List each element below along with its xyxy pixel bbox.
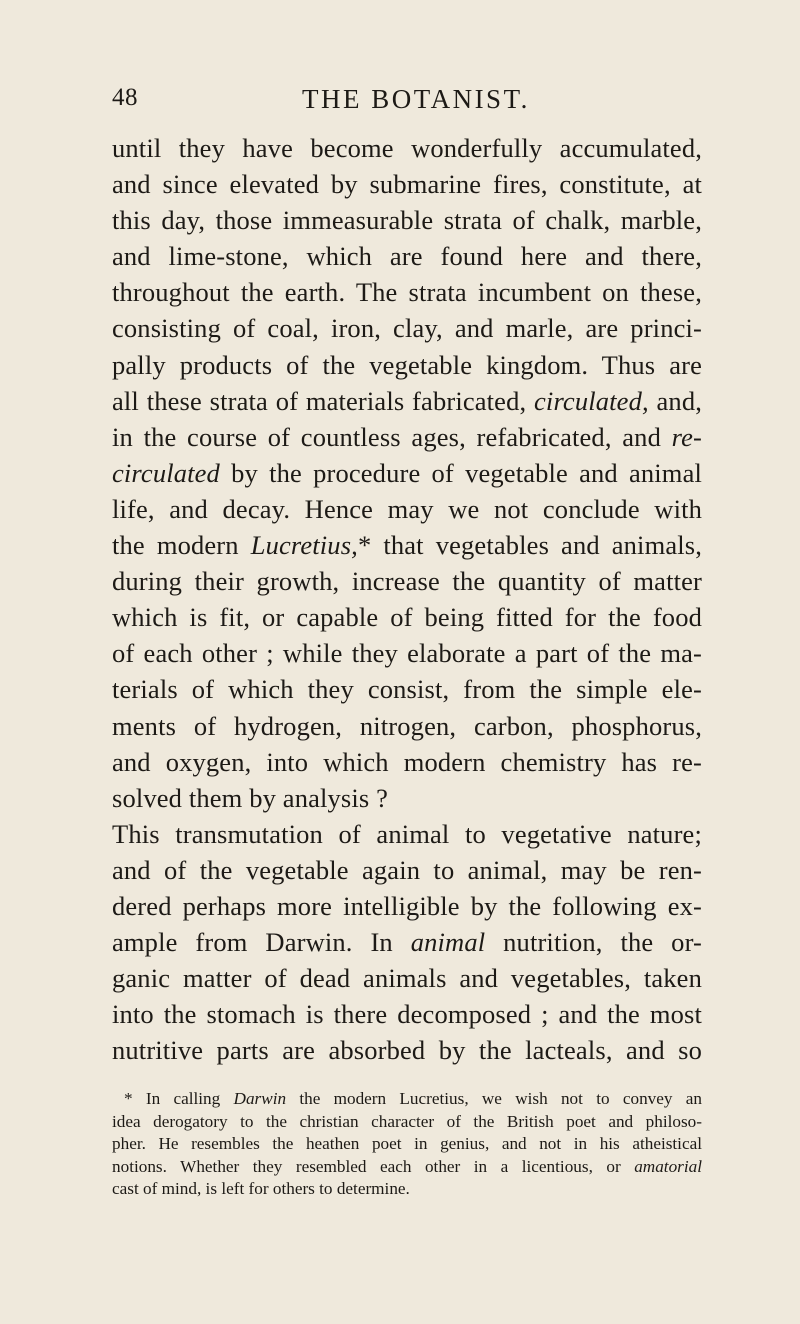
text-line: nutritive parts are absorbed by the lacteals, and so [112,1035,702,1066]
footnote-line: cast of mind, is left for others to determine. [112,1179,410,1199]
text-line: until they have become wonderfully accumulated, [112,133,702,163]
text-line: circulated by the procedure of vegetable and animal [112,457,702,488]
text-line: terials of which they consist, from the simple ele- [112,674,702,705]
text-line: ments of hydrogen, nitrogen, carbon, phosphorus, [112,710,702,741]
text-line: consisting of coal, iron, clay, and marle, are princi- [112,313,702,344]
text-line: solved them by analysis ? [112,782,389,813]
text-line: pally products of the vegetable kingdom. Thus are [112,349,702,380]
text-line: and oxygen, into which modern chemistry has re- [112,746,702,777]
main-text [112,130,702,1068]
footnote-line: * In calling Darwin the modern Lucretius, we wish not to convey an [124,1089,702,1108]
footnote [112,1088,702,1201]
text-line: dered perhaps more intelligible by the following ex- [112,890,702,921]
text-line: throughout the earth. The strata incumbent on these, [112,277,702,308]
page-number: 48 [112,84,138,111]
footnote-line: pher. He resembles the heathen poet in genius, and not in his atheistical [112,1134,702,1154]
text-line: ample from Darwin. In animal nutrition, the or- [112,927,702,958]
text-line: of each other ; while they elaborate a part of the ma- [112,638,702,669]
text-line: during their growth, increase the quantity of matter [112,566,702,597]
running-title: THE BOTANIST. [302,84,530,114]
text-line: the modern Lucretius,* that vegetables and animals, [112,530,702,561]
text-line: which is fit, or capable of being fitted for the food [112,602,702,633]
text-line: This transmutation of animal to vegetative nature; [112,818,702,849]
footnote-line: notions. Whether they resembled each other in a licentious, or amatorial [112,1156,702,1176]
text-line: this day, those immeasurable strata of chalk, marble, [112,205,702,236]
text-line: all these strata of materials fabricated, circulated, and, [112,385,702,416]
text-line: into the stomach is there decomposed ; and the most [112,999,702,1030]
text-line: and of the vegetable again to animal, may be ren- [112,854,702,885]
text-line: life, and decay. Hence may we not conclude with [112,493,702,524]
text-line: and lime-stone, which are found here and there, [112,241,702,272]
page-header [112,84,672,124]
text-line: in the course of countless ages, refabricated, and re- [112,421,702,452]
text-line: and since elevated by submarine fires, constitute, at [112,169,702,200]
text-line: ganic matter of dead animals and vegetables, taken [112,963,702,994]
footnote-line: idea derogatory to the christian character of the British poet and philoso- [112,1111,702,1131]
